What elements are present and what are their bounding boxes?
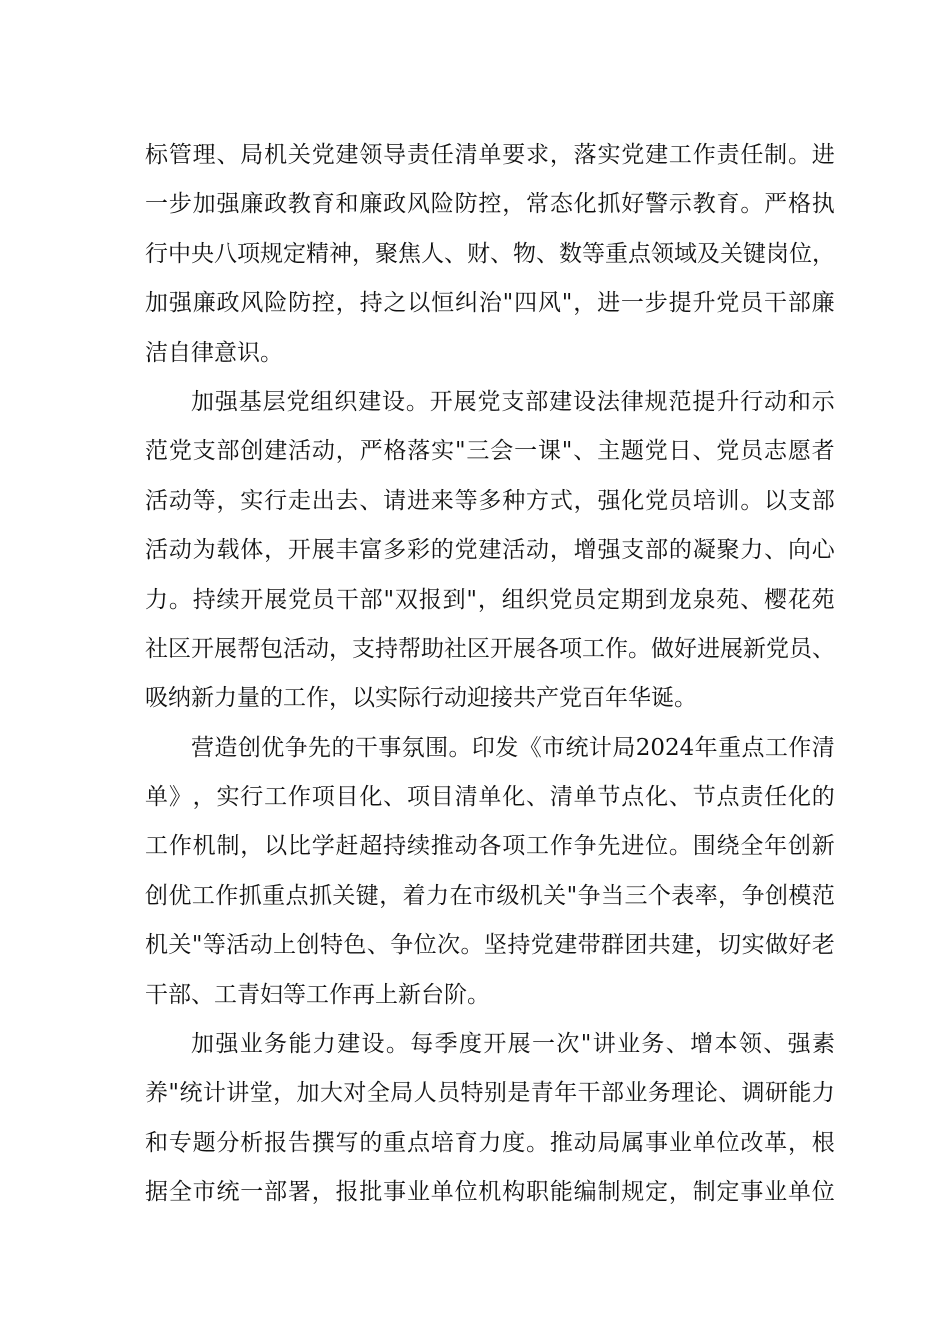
text-line: 营 造 创 优 争 先 的 干 事 氛 围 。 印 发 《 市 统 计 局 2024 年 重 点 工 作 清 — [191, 734, 835, 761]
text-line: 吸纳新力量的工作，以实际行动迎接共产党百年华诞。 — [145, 685, 697, 712]
text-line: 范 党 支 部 创 建 活 动 ， 严 格 落 实 " 三 会 一 课 " 、 主 题 党 日 、 党 员 志 愿 者 — [145, 438, 835, 465]
text-line: 据 全 市 统 一 部 署 ， 报 批 事 业 单 位 机 构 职 能 编 制 规 定 ， 制 定 事 业 单 位 — [145, 1179, 835, 1206]
text-line: 力 。 持 续 开 展 党 员 干 部 " 双 报 到 " ， 组 织 党 员 定 期 到 龙 泉 苑 、 樱 花 苑 — [145, 586, 835, 613]
text-line: 一 步 加 强 廉 政 教 育 和 廉 政 风 险 防 控 ， 常 态 化 抓 好 警 示 教 育 。 严 格 执 — [145, 191, 835, 218]
text-line: 标 管 理 、 局 机 关 党 建 领 导 责 任 清 单 要 求 ， 落 实 党 建 工 作 责 任 制 。 进 — [145, 142, 835, 168]
text-line: 机 关 " 等 活 动 上 创 特 色 、 争 位 次 。 坚 持 党 建 带 群 团 共 建 ， 切 实 做 好 老 — [145, 932, 835, 959]
body-text — [145, 131, 835, 1218]
text-line: 活 动 为 载 体 ， 开 展 丰 富 多 彩 的 党 建 活 动 ， 增 强 支 部 的 凝 聚 力 、 向 心 — [145, 537, 835, 564]
text-line: 加 强 基 层 党 组 织 建 设 。 开 展 党 支 部 建 设 法 律 规 范 提 升 行 动 和 示 — [191, 388, 835, 415]
text-line: 社 区 开 展 帮 包 活 动 ， 支 持 帮 助 社 区 开 展 各 项 工 作 。 做 好 进 展 新 党 员 、 — [145, 635, 835, 662]
text-line: 养 " 统 计 讲 堂 ， 加 大 对 全 局 人 员 特 别 是 青 年 干 部 业 务 理 论 、 调 研 能 力 — [145, 1080, 835, 1107]
text-line: 加 强 廉 政 风 险 防 控 ， 持 之 以 恒 纠 治 " 四 风 " ， 进 一 步 提 升 党 员 干 部 廉 — [145, 290, 835, 317]
text-line: 和 专 题 分 析 报 告 撰 写 的 重 点 培 育 力 度 。 推 动 局 属 事 业 单 位 改 革 ， 根 — [145, 1129, 835, 1156]
text-line: 工 作 机 制 ， 以 比 学 赶 超 持 续 推 动 各 项 工 作 争 先 进 位 。 围 绕 全 年 创 新 — [145, 833, 835, 860]
text-line: 干部、工青妇等工作再上新台阶。 — [145, 981, 490, 1008]
text-line: 加 强 业 务 能 力 建 设 。 每 季 度 开 展 一 次 " 讲 业 务 、 增 本 领 、 强 素 — [191, 1031, 835, 1058]
text-line: 创 优 工 作 抓 重 点 抓 关 键 ， 着 力 在 市 级 机 关 " 争 当 三 个 表 率 ， 争 创 模 范 — [145, 882, 835, 909]
text-line: 洁自律意识。 — [145, 339, 283, 366]
text-line: 单 》 ， 实 行 工 作 项 目 化 、 项 目 清 单 化 、 清 单 节 点 化 、 节 点 责 任 化 的 — [145, 784, 835, 811]
text-line: 活 动 等 ， 实 行 走 出 去 、 请 进 来 等 多 种 方 式 ， 强 化 党 员 培 训 。 以 支 部 — [145, 487, 835, 514]
text-line: 行 中 央 八 项 规 定 精 神 ， 聚 焦 人 、 财 、 物 、 数 等 重 点 领 域 及 关 键 岗 位 ， — [145, 240, 835, 267]
